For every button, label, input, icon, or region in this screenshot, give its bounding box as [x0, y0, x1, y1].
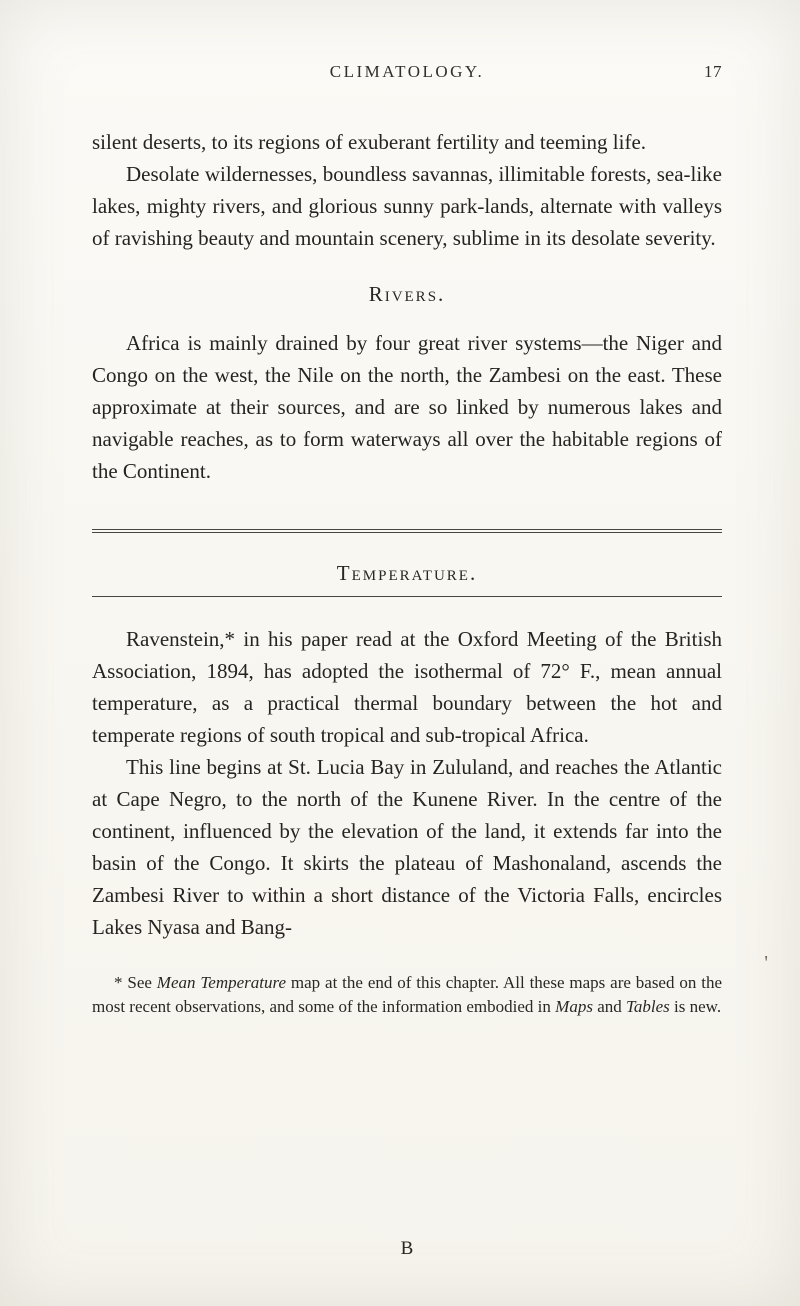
signature-mark: B	[400, 1238, 414, 1259]
section-heading-temperature: Temperature.	[336, 561, 478, 585]
footnote-text: * See	[114, 973, 157, 992]
footnote-italic-tables: Tables	[625, 997, 670, 1016]
footnote-text: and	[592, 997, 626, 1016]
page-header	[92, 62, 722, 82]
scan-artifact-mark: '	[764, 952, 768, 974]
running-title: CLIMATOLOGY.	[329, 62, 485, 81]
footnote-italic-maps: Maps	[555, 997, 593, 1016]
section-heading-rivers: Rivers.	[368, 282, 446, 306]
page-number: 17	[704, 62, 722, 81]
paragraph-continuation: silent deserts, to its regions of exuberant fertility and teeming life.	[92, 130, 647, 154]
page-body	[92, 126, 722, 1019]
footnote-text: is new.	[669, 997, 722, 1016]
footnote-text: map at the end of this chapter. All these maps are based on the most recent observations, and some of the information embodied in	[92, 973, 722, 1016]
footnote	[92, 971, 722, 1019]
paragraph-isotherm-line: This line begins at St. Lucia Bay in Zululand, and reaches the Atlantic at Cape Negro, to the north of the Kunene River. In the centre of the continent, influenced by the elevation of the land, it extends far into the basin of the Congo. It skirts the plateau of Mashonaland, ascends the Zambesi River to within a short distance of the Victoria Falls, encircles Lakes Nyasa and Bang-	[92, 755, 722, 939]
heading-underline-rule	[92, 596, 722, 597]
paragraph-ravenstein: Ravenstein,* in his paper read at the Oxford Meeting of the British Association, 1894, has adopted the isothermal of 72° F., mean annual temperature, as a practical thermal boundary between the hot and temperate regions of south tropical and sub-tropical Africa.	[92, 627, 722, 747]
paragraph-rivers: Africa is mainly drained by four great river systems—the Niger and Congo on the west, the Nile on the north, the Zambesi on the east. These approximate at their sources, and are so linked by numerous lakes and navigable reaches, as to form waterways all over the habitable regions of the Continent.	[92, 331, 722, 483]
footnote-italic-map-title: Mean Temperature	[156, 973, 287, 992]
section-divider-double-rule	[92, 529, 722, 533]
paragraph-scenery: Desolate wildernesses, boundless savannas, illimitable forests, sea-like lakes, mighty rivers, and glorious sunny park-lands, alternate with valleys of ravishing beauty and mountain scenery, sublime in its desolate severity.	[92, 162, 722, 250]
